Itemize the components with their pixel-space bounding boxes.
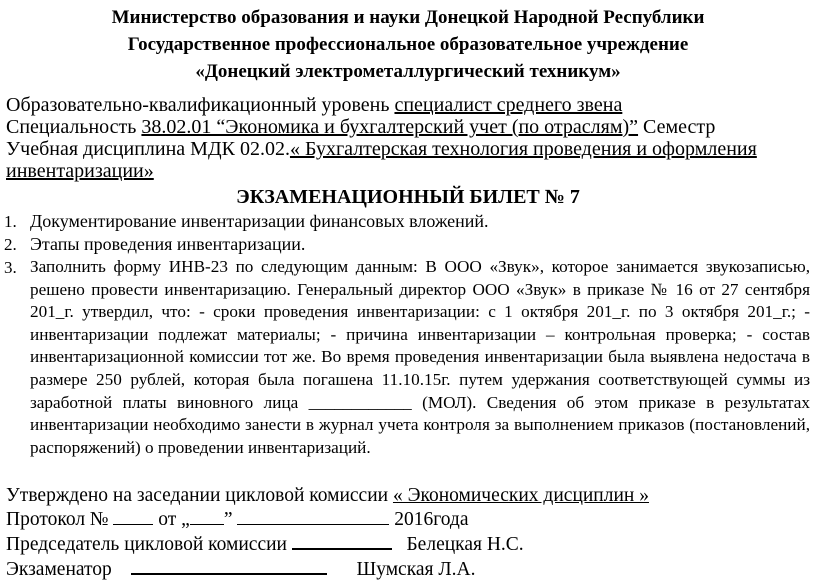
protocol-label: Протокол №: [6, 509, 114, 530]
specialty-label: Специальность: [6, 116, 142, 138]
examiner-line: [6, 556, 812, 581]
protocol-year: 2016года: [394, 509, 469, 530]
question-item: [4, 210, 810, 233]
commission-name: « Экономических дисциплин »: [392, 485, 649, 506]
question-item: [4, 256, 810, 459]
protocol-closing-quote: ”: [223, 509, 233, 530]
ticket-title: ЭКЗАМЕНАЦИОННЫЙ БИЛЕТ № 7: [236, 186, 580, 208]
discipline-value-part2: инвентаризации»: [6, 160, 154, 182]
discipline-line: [6, 138, 812, 160]
discipline-line-continued: [6, 160, 812, 182]
protocol-from-label: от „: [158, 509, 190, 530]
qualification-level-value: специалист среднего звена: [394, 94, 623, 116]
question-item: [4, 233, 810, 256]
question-number: 1.: [4, 212, 17, 231]
chair-line: [6, 531, 812, 556]
examiner-signature-blank: [131, 556, 327, 575]
approval-label: Утверждено на заседании цикловой комиссии: [6, 485, 393, 506]
protocol-day-blank: [190, 507, 224, 525]
question-number: 2.: [4, 235, 17, 254]
question-text: Заполнить форму ИНВ-23 по следующим данным: В ООО «Звук», которое занимается звукозаписью, решено провести инвентаризацию. Генеральный директор ООО «Звук» в приказе № 16 от 27 сентября 201_г. утвердил, что: - сроки проведения инвентаризации: с 1 октября 201_г. по 3 октября 201_г.; - инвентаризации подлежат материалы; - причина инвентаризации – контрольная проверка; - состав инвентаризационной комиссии тот же. Во время проведения инвентаризации была выявлена недостача в размере 250 рублей, которая была погашена 11.10.15г. путем удержания соответствующей суммы из заработной платы виновного лица ____________ (МОЛ). Сведения об этом приказе в результатах инвентаризации необходимо занести в журнал учета контроля за выполнением приказов (постановлений, распоряжений) о проведении инвентаризаций.: [30, 257, 810, 457]
qualification-level-label: Образовательно-квалификационный уровень: [6, 94, 395, 116]
examiner-label: Экзаменатор: [6, 559, 117, 580]
question-text: Этапы проведения инвентаризации.: [30, 234, 306, 254]
protocol-month-blank: [237, 507, 389, 525]
discipline-value-part1: « Бухгалтерская технология проведения и оформления: [289, 138, 757, 160]
approval-line: [6, 484, 812, 507]
institution-name: Государственное профессиональное образовательное учреждение: [127, 34, 689, 55]
college-name: «Донецкий электрометаллургический техникум»: [195, 61, 621, 82]
protocol-number-blank: [113, 507, 153, 525]
examiner-name: Шумская Л.А.: [356, 559, 476, 580]
specialty-value: 38.02.01 “Экономика и бухгалтерский учет (по отраслям)”: [141, 116, 639, 138]
qualification-level-line: [6, 94, 812, 116]
question-text: Документирование инвентаризации финансовых вложений.: [30, 211, 489, 231]
question-number: 3.: [4, 258, 17, 277]
chair-name: Белецкая Н.С.: [406, 534, 524, 555]
chair-signature-blank: [292, 531, 392, 550]
document-header: [0, 4, 816, 85]
course-meta: [6, 94, 812, 182]
semester-label: Семестр: [638, 116, 716, 138]
protocol-line: [6, 507, 812, 531]
question-list: [4, 210, 810, 459]
ministry-name: Министерство образования и науки Донецкой Народной Республики: [111, 7, 705, 28]
discipline-label: Учебная дисциплина МДК 02.02.: [6, 138, 290, 160]
chair-label: Председатель цикловой комиссии: [6, 534, 292, 555]
approval-block: [6, 484, 812, 581]
specialty-line: [6, 116, 812, 138]
